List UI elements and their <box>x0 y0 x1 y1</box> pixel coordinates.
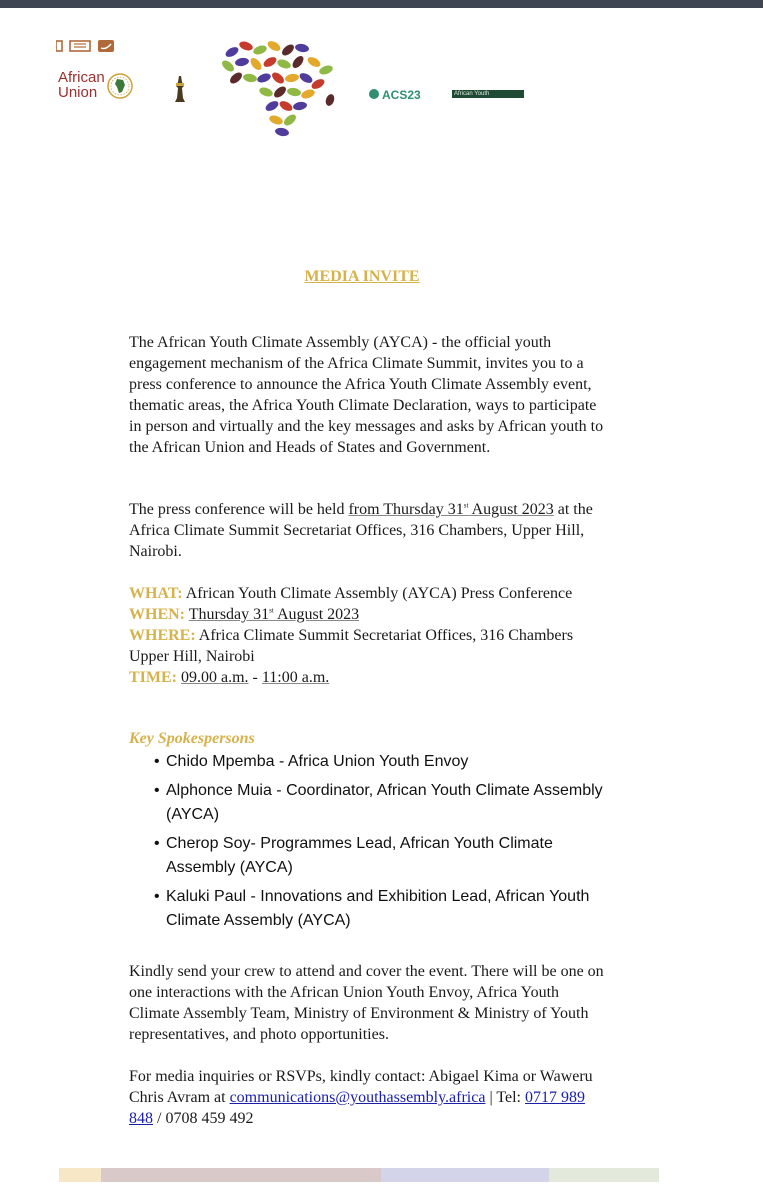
time-end: 11:00 a.m. <box>261 669 330 686</box>
spokespersons-list <box>146 750 616 938</box>
venue-date-a: from Thursday 31 <box>348 501 464 518</box>
top-bar <box>0 0 763 8</box>
contact-text: For media inquiries or RSVPs, kindly contact: Abigael Kima or Waweru Chris Avram at <box>129 1068 593 1106</box>
email-link[interactable]: communications@youthassembly.africa <box>229 1089 486 1106</box>
venue-date <box>348 501 553 518</box>
list-item <box>146 779 616 827</box>
tel-label: | Tel: <box>485 1089 525 1106</box>
where-label: WHERE: <box>129 627 196 644</box>
venue-text-before: The press conference will be held <box>129 501 349 518</box>
african-union-emblem-icon <box>106 72 134 100</box>
media-invite-title: MEDIA INVITE <box>304 268 420 285</box>
list-item <box>146 885 616 933</box>
footer-segment-4 <box>549 1168 659 1182</box>
bullet-icon: • <box>154 835 160 852</box>
spokesperson-text: Alphonce Muia - Coordinator, African Youth Climate Assembly (AYCA) <box>166 782 603 823</box>
footer-color-bar <box>59 1168 659 1182</box>
spokesperson-text: Cherop Soy- Programmes Lead, African Youth Climate Assembly (AYCA) <box>166 835 553 876</box>
au-logo-line2: Union <box>58 84 98 101</box>
intro-paragraph: The African Youth Climate Assembly (AYCA) - the official youth engagement mechanism of the Africa Climate Summit, invites you to a press conference to announce the Africa Youth Climate Assembly event, thematic areas, the Africa Youth Climate Declaration, ways to participate in person and virtually and the key messages and asks by African youth to the African Union and Heads of States and Government. <box>129 334 604 456</box>
social-icons <box>56 40 126 52</box>
list-item <box>146 750 616 774</box>
spokesperson-text: Chido Mpemba - Africa Union Youth Envoy <box>166 753 469 770</box>
bullet-icon: • <box>154 782 160 799</box>
what-value: African Youth Climate Assembly (AYCA) Press Conference <box>185 585 573 602</box>
au-logo-line1: African <box>58 69 105 86</box>
footer-segment-2 <box>101 1168 381 1182</box>
acs23-logo-text: ACS23 <box>382 88 421 100</box>
when-label: WHEN: <box>129 606 185 623</box>
contact-paragraph <box>129 1066 609 1129</box>
footer-segment-3 <box>381 1168 549 1182</box>
when-value-a: Thursday 31 <box>188 606 270 623</box>
acs23-logo <box>368 88 440 100</box>
african-union-logo-text <box>58 70 105 100</box>
time-label: TIME: <box>129 669 177 686</box>
venue-date-b: August 2023 <box>468 501 554 518</box>
spokesperson-text: Kaluki Paul - Innovations and Exhibition Lead, African Youth Climate Assembly (AYCA) <box>166 888 590 929</box>
when-value <box>189 606 359 623</box>
phone-link[interactable]: 0717 989 848 <box>129 1089 585 1127</box>
event-details <box>129 583 609 688</box>
bullet-icon: • <box>154 888 160 905</box>
list-item <box>146 832 616 880</box>
time-start: 09.00 a.m. <box>181 669 249 686</box>
ayca-logo <box>452 90 524 98</box>
footer-segment-1 <box>59 1168 101 1182</box>
when-sup: st <box>269 606 274 615</box>
coverage-paragraph: Kindly send your crew to attend and cover the event. There will be one on one interactions with the African Union Youth Envoy, Africa Youth Climate Assembly Team, Ministry of Environment & Ministry of Youth representatives, and photo opportunities. <box>129 963 604 1043</box>
venue-paragraph <box>129 499 609 562</box>
what-label: WHAT: <box>129 585 183 602</box>
key-spokespersons-title: Key Spokespersons <box>129 730 255 747</box>
time-sep: - <box>248 669 262 686</box>
when-value-b: August 2023 <box>273 606 360 623</box>
where-value: Africa Climate Summit Secretariat Offices, 316 Chambers Upper Hill, Nairobi <box>129 627 574 665</box>
bullet-icon: • <box>154 753 160 770</box>
phone-secondary: / 0708 459 492 <box>153 1110 254 1127</box>
venue-text-after: at the Africa Climate Summit Secretariat Offices, 316 Chambers, Upper Hill, Nairobi. <box>129 501 593 560</box>
venue-date-sup: st <box>463 501 469 510</box>
africa-leaf-map-logo <box>218 40 344 140</box>
ayca-logo-text: African Youth <box>454 91 490 97</box>
statue-emblem-icon <box>172 74 188 104</box>
